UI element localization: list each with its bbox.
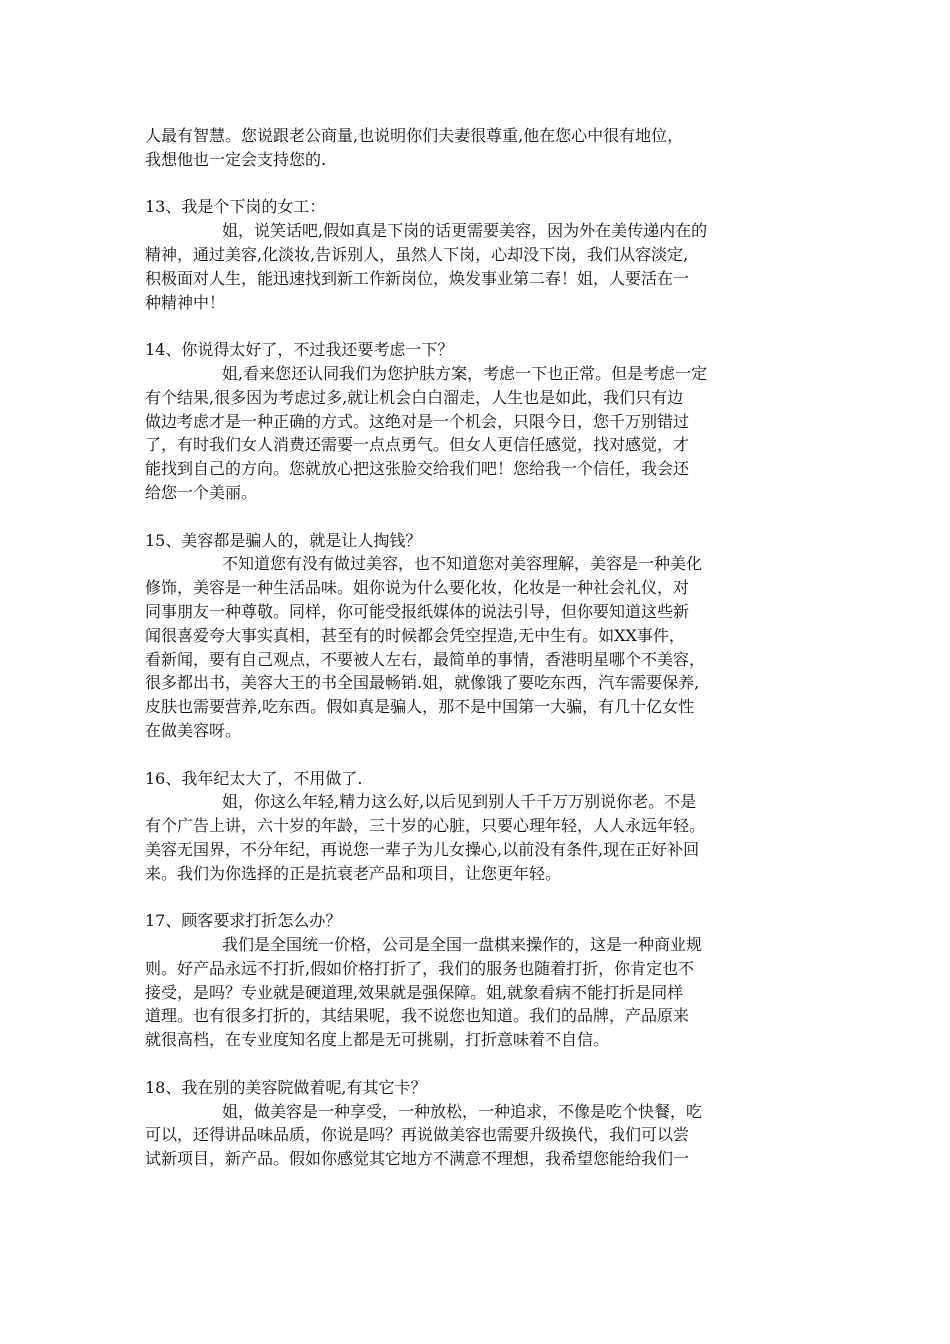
- paragraph-gap: [145, 505, 805, 529]
- text-line: 我想他也一定会支持您的.: [145, 149, 327, 169]
- answer-line: 能找到自己的方向。您就放心把这张脸交给我们吧！您给我一个信任，我会还: [145, 459, 690, 479]
- paragraph-gap: [145, 314, 805, 338]
- qa-section-14: [145, 338, 805, 505]
- answer-line: 精神，通过美容,化淡妆,告诉别人，虽然人下岗，心却没下岗，我们从容淡定,: [145, 244, 689, 264]
- answer-line: 闻很喜爱夸大事实真相，甚至有的时候都会凭空捏造,无中生有。如XX事件，: [145, 625, 685, 645]
- answer-line: 皮肤也需要营养,吃东西。假如真是骗人，那不是中国第一大骗，有几十亿女性: [145, 697, 695, 717]
- question-heading: 15、美容都是骗人的，就是让人掏钱？: [145, 530, 422, 550]
- answer-line: 有个广告上讲，六十岁的年龄，三十岁的心脏，只要心理年轻，人人永远年轻。: [145, 816, 706, 836]
- answer-line: 姐，做美容是一种享受，一种放松，一种追求，不像是吃个快餐，吃: [222, 1101, 703, 1121]
- answer-line: 在做美容呀。: [145, 720, 242, 740]
- answer-line: 很多都出书，美容大王的书全国最畅销.姐，就像饿了要吃东西，汽车需要保养,: [145, 673, 700, 693]
- answer-line: 不知道您有没有做过美容，也不知道您对美容理解，美容是一种美化: [222, 554, 703, 574]
- paragraph-gap: [145, 743, 805, 767]
- answer-line: 就很高档，在专业度知名度上都是无可挑剔，打折意味着不自信。: [145, 1030, 610, 1050]
- answer-line: 可以，还得讲品味品质，你说是吗？再说做美容也需要升级换代，我们可以尝: [145, 1125, 690, 1145]
- answer-line: 姐，你这么年轻,精力这么好,以后见到别人千千万万别说你老。不是: [222, 792, 697, 812]
- answer-line: 修饰，美容是一种生活品味。姐你说为什么要化妆，化妆是一种社会礼仪，对: [145, 578, 690, 598]
- question-heading: 14、你说得太好了，不过我还要考虑一下？: [145, 340, 454, 360]
- answer-line: 做边考虑才是一种正确的方式。这绝对是一个机会，只限今日，您千万别错过: [145, 411, 690, 431]
- answer-line: 积极面对人生，能迅速找到新工作新岗位，焕发事业第二春！姐，人要活在一: [145, 268, 690, 288]
- answer-line: 种精神中！: [145, 292, 226, 312]
- answer-line: 姐,看来您还认同我们为您护肤方案，考虑一下也正常。但是考虑一定: [222, 363, 708, 383]
- answer-line: 接受，是吗？专业就是硬道理,效果就是强保障。姐,就象看病不能打折是同样: [145, 982, 684, 1002]
- paragraph-gap: [145, 1052, 805, 1076]
- answer-line: 道理。也有很多打折的，其结果呢，我不说您也知道。我们的品牌，产品原来: [145, 1006, 690, 1026]
- question-heading: 17、顾客要求打折怎么办？: [145, 911, 342, 931]
- answer-line: 则。好产品永远不打折,假如价格打折了，我们的服务也随着打折，你肯定也不: [145, 958, 695, 978]
- qa-section-13: [145, 195, 805, 314]
- qa-section-18: [145, 1076, 805, 1171]
- answer-line: 我们是全国统一价格，公司是全国一盘棋来操作的，这是一种商业规: [222, 935, 703, 955]
- intro-paragraph: [145, 124, 805, 172]
- answer-line: 姐，说笑话吧,假如真是下岗的话更需要美容，因为外在美传递内在的: [222, 221, 708, 241]
- qa-section-17: [145, 909, 805, 1052]
- answer-line: 同事朋友一种尊敬。同样，你可能受报纸媒体的说法引导，但你要知道这些新: [145, 601, 690, 621]
- answer-line: 来。我们为你选择的正是抗衰老产品和项目，让您更年轻。: [145, 863, 562, 883]
- question-heading: 18、我在别的美容院做着呢,有其它卡？: [145, 1077, 427, 1097]
- answer-line: 给您一个美丽。: [145, 482, 258, 502]
- qa-section-16: [145, 767, 805, 886]
- answer-line: 有个结果,很多因为考虑过多,就让机会白白溜走，人生也是如此，我们只有边: [145, 387, 684, 407]
- answer-line: 美容无国界，不分年纪，再说您一辈子为儿女操心,以前没有条件,现在正好补回: [145, 839, 700, 859]
- document-body: [145, 124, 805, 1171]
- paragraph-gap: [145, 172, 805, 196]
- answer-line: 试新项目，新产品。假如你感觉其它地方不满意不理想，我希望您能给我们一: [145, 1149, 690, 1169]
- answer-line: 了，有时我们女人消费还需要一点点勇气。但女人更信任感觉，找对感觉，才: [145, 435, 690, 455]
- paragraph-gap: [145, 886, 805, 910]
- answer-line: 看新闻，要有自己观点，不要被人左右，最简单的事情，香港明星哪个不美容，: [145, 649, 706, 669]
- question-heading: 16、我年纪太大了，不用做了.: [145, 768, 363, 788]
- text-line: 人最有智慧。您说跟老公商量,也说明你们夫妻很尊重,他在您心中很有地位，: [145, 126, 684, 145]
- qa-section-15: [145, 529, 805, 743]
- question-heading: 13、我是个下岗的女工：: [145, 197, 326, 217]
